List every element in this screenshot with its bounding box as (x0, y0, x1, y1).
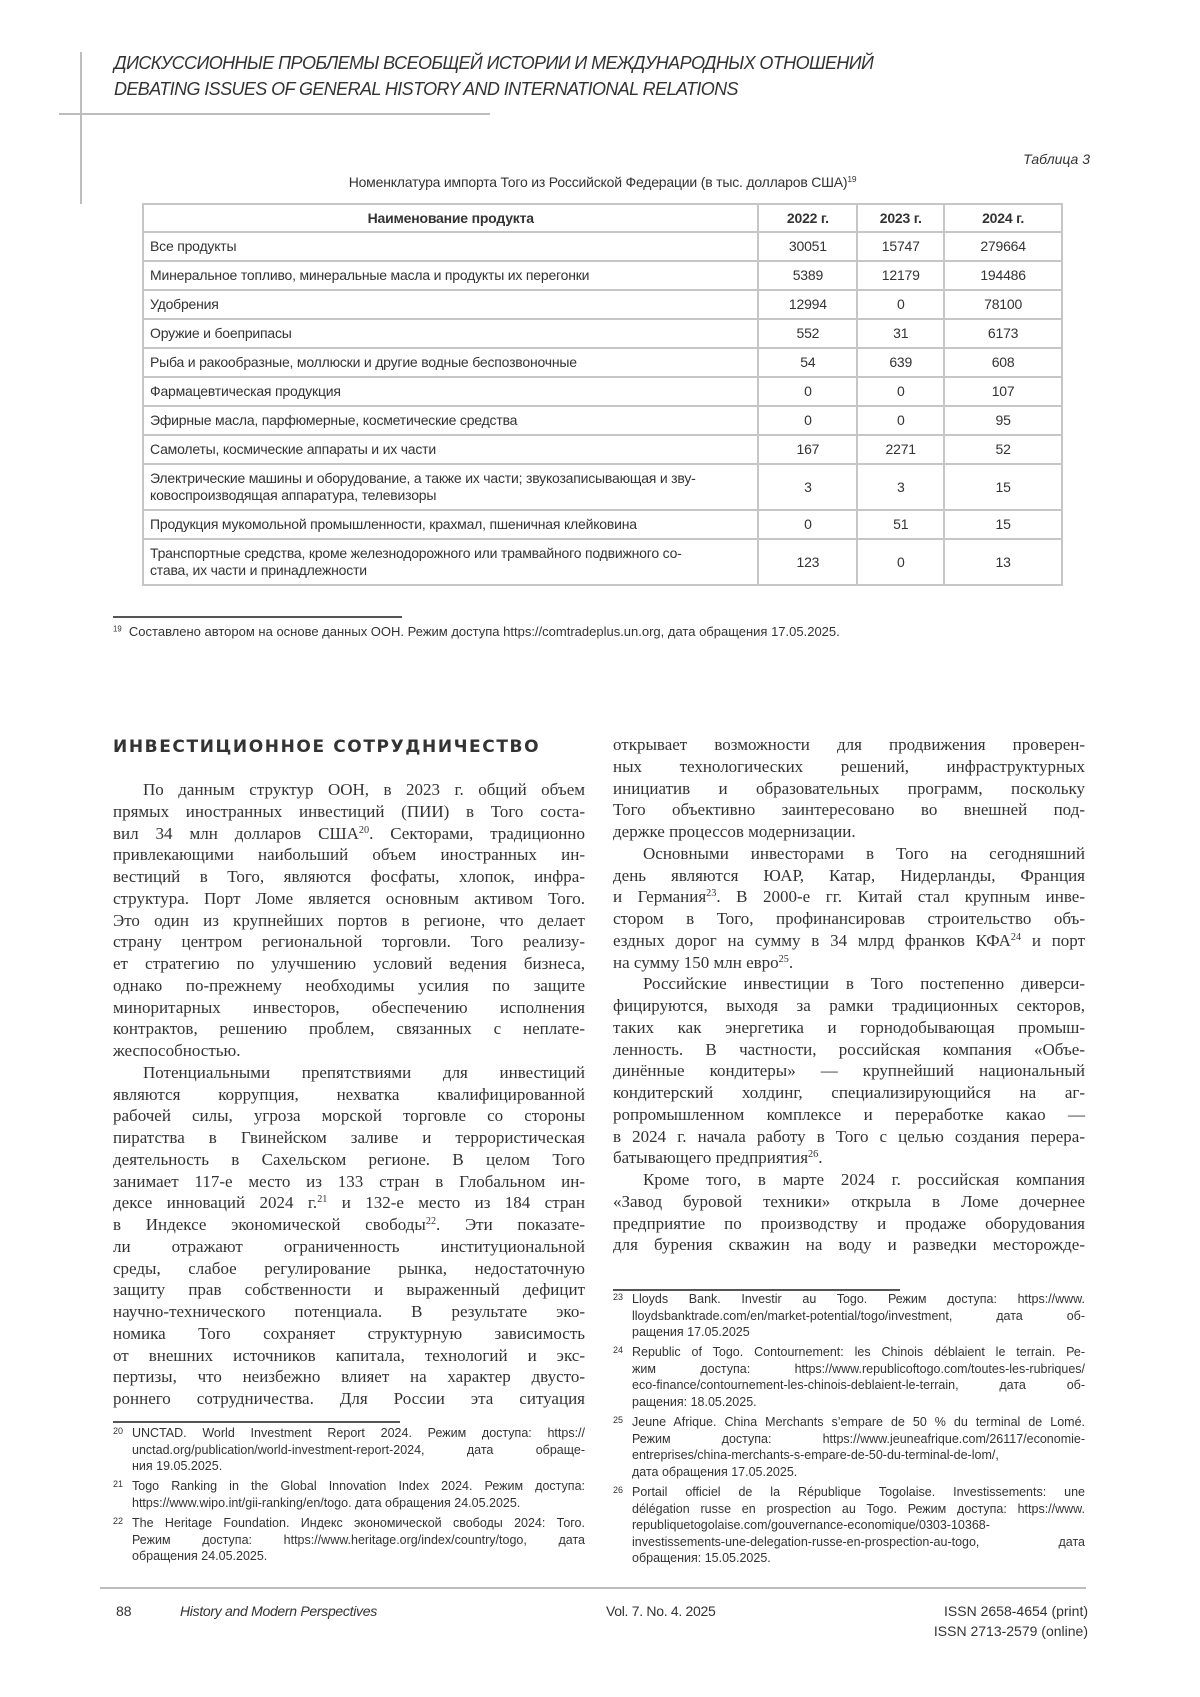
text-line: По данным структур ООН, в 2023 г. общий объем (143, 780, 585, 799)
footnote-line: Togo Ranking in the Global Innovation Index 2024. Режим доступа: (132, 1479, 585, 1494)
value-cell-2024: 608 (944, 348, 1062, 377)
table-header-row (143, 204, 1062, 232)
text-line: деятельность в Сахельском регионе. В целом Того (113, 1149, 585, 1169)
footnote-ref: 21 (317, 1194, 328, 1206)
text-line: ли отражают ограниченность институциональной (113, 1236, 585, 1256)
text-line: ленность. В частности, российская компания «Объе- (613, 1039, 1085, 1059)
footnote-number: 25 (613, 1415, 624, 1426)
text-line: стором в Того, профинансировав строительство объ- (613, 909, 1085, 928)
header-horizontal-rule (59, 113, 490, 115)
text-line: от внешних источников капитала, технологий и экс- (113, 1345, 585, 1365)
journal-name: History and Modern Perspectives (180, 1603, 377, 1619)
paragraph (613, 843, 1085, 974)
paragraph (613, 734, 1085, 843)
footnote-line: UNCTAD. World Investment Report 2024. Режим доступа: https:// (132, 1426, 585, 1440)
value-cell-2024: 107 (944, 377, 1062, 406)
value-cell-2023: 12179 (857, 261, 944, 290)
footnote-line: entreprises/china-merchants-s-empare-de-50-du-terminal-de-lom/, (632, 1448, 999, 1463)
volume-info: Vol. 7. No. 4. 2025 (606, 1603, 716, 1619)
table-row (143, 464, 1062, 510)
footnote-line: Lloyds Bank. Investir au Togo. Режим доступа: https://www. (632, 1292, 1085, 1306)
text-line: день являются ЮАР, Катар, Нидерланды, Франция (613, 865, 1085, 885)
footnote-line: unctad.org/publication/world-investment-report-2024, дата обраще- (132, 1442, 585, 1457)
footnote-line: ращения 17.05.2025 (632, 1325, 750, 1340)
value-cell-2022: 123 (758, 539, 857, 585)
text-line: Кроме того, в марте 2024 г. российская компания (643, 1170, 1085, 1189)
footnote-line: The Heritage Foundation. Индекс экономической свободы 2024: Того. (132, 1515, 585, 1530)
text-line: ных технологических решений, инфраструктурных (613, 756, 1085, 776)
value-cell-2024: 6173 (944, 319, 1062, 348)
text-line: вил 34 млн долларов США$^{20}$. Секторами, традиционно (113, 823, 585, 843)
right-text-column (613, 734, 1085, 1256)
footnote-21 (113, 1478, 585, 1511)
footnote-line: lloydsbanktrade.com/en/market-potential/togo/investment, дата об- (632, 1308, 1085, 1323)
text-line: защиту прав собственности и выраженный дефицит (113, 1280, 585, 1300)
text-line: Того объективно заинтересовано во внешней под- (613, 800, 1085, 820)
product-name-cell: Фармацевтическая продукция (143, 377, 758, 406)
value-cell-2022: 30051 (758, 232, 857, 261)
footnote-line: https://www.wipo.int/gii-ranking/en/togo. дата обращения 24.05.2025. (132, 1495, 521, 1510)
product-name-line: Электрические машины и оборудование, а также их части; звукозаписывающая и зву- (150, 470, 696, 486)
section-heading: ИНВЕСТИЦИОННОЕ СОТРУДНИЧЕСТВО (113, 737, 541, 757)
footnote-line: обращения 24.05.2025. (132, 1549, 268, 1564)
footnote-line: Режим доступа: https://www.jeuneafrique.com/26117/economie- (632, 1431, 1085, 1446)
value-cell-2022: 552 (758, 319, 857, 348)
text-line: «Завод буровой техники» открыла в Ломе дочернее (613, 1191, 1085, 1211)
footnote-24 (613, 1344, 1085, 1410)
text-line: жеспособностью. (113, 1041, 241, 1060)
issn-print: ISSN 2658-4654 (print) (944, 1603, 1088, 1619)
value-cell-2024: 279664 (944, 232, 1062, 261)
footnote-ref: 26 (808, 1149, 819, 1161)
text-line: и Германия$^{23}$. В 2000-е гг. Китай стал крупным инве- (613, 887, 1086, 907)
product-name-cell: Эфирные масла, парфюмерные, косметические средства (143, 406, 758, 435)
value-cell-2023: 2271 (857, 435, 944, 464)
table-number: Таблица 3 (1023, 151, 1090, 167)
footnote-23 (613, 1291, 1085, 1341)
footnote-number: 19 (113, 624, 122, 634)
product-name-cell: Рыба и ракообразные, моллюски и другие водные беспозвоночные (143, 348, 758, 377)
product-name-cell: Продукция мукомольной промышленности, крахмал, пшеничная клейковина (143, 510, 758, 539)
text-line: Это один из крупнейших портов в регионе, что делает (113, 910, 585, 930)
value-cell-2022: 3 (758, 464, 857, 510)
text-line: открывает возможности для продвижения проверен- (613, 735, 1085, 754)
footnote-26 (613, 1484, 1085, 1567)
text-line: Российские инвестиции в Того постепенно диверси- (643, 974, 1085, 994)
text-line: фицируются, выходя за рамки традиционных секторов, (613, 996, 1085, 1015)
footnote-line: Режим доступа: https://www.heritage.org/index/country/togo, дата (132, 1532, 585, 1547)
value-cell-2023: 31 (857, 319, 944, 348)
running-title-ru: ДИСКУССИОННЫЕ ПРОБЛЕМЫ ВСЕОБЩЕЙ ИСТОРИИ И МЕЖДУНАРОДНЫХ ОТНОШЕНИЙ (114, 53, 874, 73)
value-cell-2023: 0 (857, 377, 944, 406)
value-cell-2024: 15 (944, 464, 1062, 510)
footnote-number: 24 (613, 1345, 624, 1356)
value-cell-2024: 15 (944, 510, 1062, 539)
paragraph (613, 1169, 1085, 1256)
value-cell-2022: 12994 (758, 290, 857, 319)
value-cell-2022: 167 (758, 435, 857, 464)
footnote-text: Составлено автором на основе данных ООН. Режим доступа https://comtradeplus.un.org, дата обращения 17.05.2025. (128, 624, 840, 639)
text-line: батывающего предприятия$^{26}$. (613, 1148, 823, 1168)
table-footnote (113, 624, 840, 639)
text-line: структура. Порт Ломе является основным активом Того. (113, 888, 585, 908)
product-name-line: Транспортные средства, кроме железнодорожного или трамвайного подвижного со- (150, 545, 682, 561)
value-cell-2024: 52 (944, 435, 1062, 464)
text-line: пиратства в Гвинейском заливе и террористическая (113, 1128, 585, 1147)
footnote-line: investissements-une-delegation-russe-en-prospection-au-togo, дата (632, 1534, 1085, 1549)
text-line: для бурения скважин на воду и разведки месторожде- (613, 1235, 1085, 1255)
left-text-column (113, 779, 585, 1410)
text-line: рабочей силы, угроза морской торговле со стороны (113, 1106, 585, 1126)
table-caption-text: Номенклатура импорта Того из Российской Федерации (в тыс. долларов США) (348, 174, 848, 190)
text-line: пертизы, что неизбежно влияет на характер двусто- (113, 1367, 585, 1387)
value-cell-2022: 5389 (758, 261, 857, 290)
footnote-line: délégation russe en prospection au Togo. Режим доступа: https://www. (632, 1501, 1085, 1516)
text-line: научно-технического потенциала. В результате эко- (113, 1302, 585, 1321)
footnote-ref: 22 (425, 1215, 437, 1227)
footnote-line: Jeune Afrique. China Merchants s’empare de 50 % du terminal de Lomé. (632, 1415, 1085, 1430)
value-cell-2022: 0 (758, 406, 857, 435)
footnote-line: обращения: 15.05.2025. (632, 1551, 771, 1566)
table-row (143, 406, 1062, 435)
product-name-cell (143, 539, 758, 585)
value-cell-2023: 15747 (857, 232, 944, 261)
paragraph (113, 1062, 585, 1410)
table-row (143, 232, 1062, 261)
text-line: в 2024 г. начала работу в Того с целью создания перера- (613, 1126, 1085, 1146)
text-line: держке процессов модернизации. (613, 822, 856, 841)
footnote-number: 23 (613, 1292, 624, 1302)
import-table (142, 203, 1063, 586)
value-cell-2024: 194486 (944, 261, 1062, 290)
footnote-line: жим доступа: https://www.republicoftogo.com/toutes-les-rubriques/ (632, 1361, 1085, 1376)
footer-rule (100, 1587, 1086, 1589)
value-cell-2024: 95 (944, 406, 1062, 435)
footnote-ref: 23 (706, 888, 717, 900)
table-row (143, 510, 1062, 539)
text-line: вестиций в Того, являются фосфаты, хлопок, инфра- (113, 867, 585, 886)
text-line: прямых иностранных инвестиций (ПИИ) в Того соста- (113, 801, 585, 821)
text-line: таких как энергетика и горнодобывающая промыш- (613, 1017, 1085, 1037)
paragraph (613, 973, 1085, 1169)
value-cell-2023: 3 (857, 464, 944, 510)
footnotes-left (113, 1425, 585, 1568)
footnote-number: 21 (113, 1479, 124, 1490)
text-line: страну центром региональной торговли. Того реализу- (113, 932, 585, 952)
footnote-ref: 20 (358, 824, 370, 836)
product-name-cell: Самолеты, космические аппараты и их части (143, 435, 758, 464)
text-line: Потенциальными препятствиями для инвестиций (143, 1062, 585, 1082)
text-line: дексе инноваций 2024 г.$^{21}$ и 132-е место из 184 стран (113, 1193, 586, 1213)
text-line: инициатив и образовательных программ, поскольку (613, 778, 1085, 798)
value-cell-2022: 0 (758, 377, 857, 406)
footnote-ref: 19 (847, 173, 857, 184)
table-row (143, 377, 1062, 406)
footnote-line: ращения: 18.05.2025. (632, 1395, 757, 1410)
text-line: среды, слабое регулирование рынка, недостаточную (113, 1258, 585, 1278)
footnote-separator-left (113, 1421, 400, 1423)
text-line: контрактов, решению проблем, связанных с неплате- (113, 1019, 585, 1039)
running-title-en: DEBATING ISSUES OF GENERAL HISTORY AND INTERNATIONAL RELATIONS (114, 79, 738, 99)
footnote-number: 20 (113, 1426, 124, 1436)
value-cell-2023: 639 (857, 348, 944, 377)
value-cell-2023: 0 (857, 539, 944, 585)
page-number: 88 (116, 1603, 132, 1619)
table-row (143, 290, 1062, 319)
value-cell-2024: 78100 (944, 290, 1062, 319)
footnote-ref: 24 (1010, 931, 1022, 943)
footnote-separator (113, 616, 402, 618)
value-cell-2023: 0 (857, 406, 944, 435)
footnote-line: republiquetogolaise.com/gouvernance-economique/0303-10368- (632, 1518, 990, 1533)
product-name-cell: Минеральное топливо, минеральные масла и продукты их перегонки (143, 261, 758, 290)
text-line: предприятие по производству и продаже оборудования (613, 1213, 1085, 1233)
value-cell-2024: 13 (944, 539, 1062, 585)
value-cell-2022: 0 (758, 510, 857, 539)
value-cell-2022: 54 (758, 348, 857, 377)
header-vertical-rule (80, 52, 82, 204)
footnote-20 (113, 1425, 585, 1475)
text-line: ездных дорог на сумму в 34 млрд франков КФА$^{24}$ и порт (613, 930, 1086, 950)
text-line: роннего сотрудничества. Для России эта ситуация (113, 1389, 585, 1408)
footnote-line: ния 19.05.2025. (132, 1459, 223, 1474)
table-caption (142, 174, 1063, 190)
text-line: ропромышленном комплексе и переработке какао — (613, 1104, 1085, 1124)
column-header-2023: 2023 г. (857, 204, 944, 232)
column-header-product: Наименование продукта (143, 204, 758, 232)
text-line: являются коррупция, нехватка квалифицированной (113, 1084, 585, 1104)
footnote-line: Republic of Togo. Contournement: les Chinois déblaient le terrain. Ре- (632, 1345, 1085, 1360)
text-line: в Индексе экономической свободы$^{22}$. Эти показате- (113, 1215, 585, 1234)
text-line: на сумму 150 млн евро$^{25}$. (613, 952, 794, 972)
value-cell-2023: 0 (857, 290, 944, 319)
product-name-cell (143, 464, 758, 510)
text-line: миноритарных инвесторов, обеспечению исполнения (113, 997, 585, 1017)
text-line: номика Того сохраняет структурную зависимость (113, 1323, 585, 1343)
table-row (143, 435, 1062, 464)
footnotes-right (613, 1291, 1085, 1571)
product-name-line: ковоспроизводящая аппаратура, телевизоры (150, 487, 437, 503)
column-header-2024: 2024 г. (944, 204, 1062, 232)
footnote-ref: 25 (778, 953, 789, 965)
product-name-cell: Оружие и боеприпасы (143, 319, 758, 348)
product-name-cell: Все продукты (143, 232, 758, 261)
footnote-22 (113, 1515, 585, 1565)
table-row (143, 348, 1062, 377)
column-header-2022: 2022 г. (758, 204, 857, 232)
text-line: однако по-прежнему необходимы усилия по защите (113, 975, 585, 995)
product-name-line: става, их части и принадлежности (150, 562, 367, 578)
table-row (143, 539, 1062, 585)
value-cell-2023: 51 (857, 510, 944, 539)
footnote-line: Portail officiel de la République Togolaise. Investissements: une (632, 1485, 1085, 1500)
footnote-number: 26 (613, 1485, 624, 1496)
text-line: ет стратегию по улучшению условий ведения бизнеса, (113, 954, 585, 973)
footnote-line: eco-finance/contournement-les-chinois-deblaient-le-terrain, дата об- (632, 1378, 1085, 1393)
table-row (143, 261, 1062, 290)
table-row (143, 319, 1062, 348)
issn-online: ISSN 2713-2579 (online) (933, 1623, 1088, 1639)
footnote-25 (613, 1414, 1085, 1480)
product-name-cell: Удобрения (143, 290, 758, 319)
footnote-number: 22 (113, 1515, 124, 1526)
paragraph (113, 779, 585, 1062)
text-line: динённые кондитеры» — крупнейший национальный (613, 1061, 1085, 1081)
footnote-line: дата обращения 17.05.2025. (632, 1464, 798, 1479)
text-line: занимает 117-е место из 133 стран в Глобальном ин- (113, 1171, 585, 1191)
text-line: привлекающими наибольший объем иностранных ин- (113, 845, 585, 865)
text-line: Основными инвесторами в Того на сегодняшний (643, 843, 1085, 863)
text-line: кондитерский холдинг, специализирующийся на аг- (613, 1083, 1085, 1102)
